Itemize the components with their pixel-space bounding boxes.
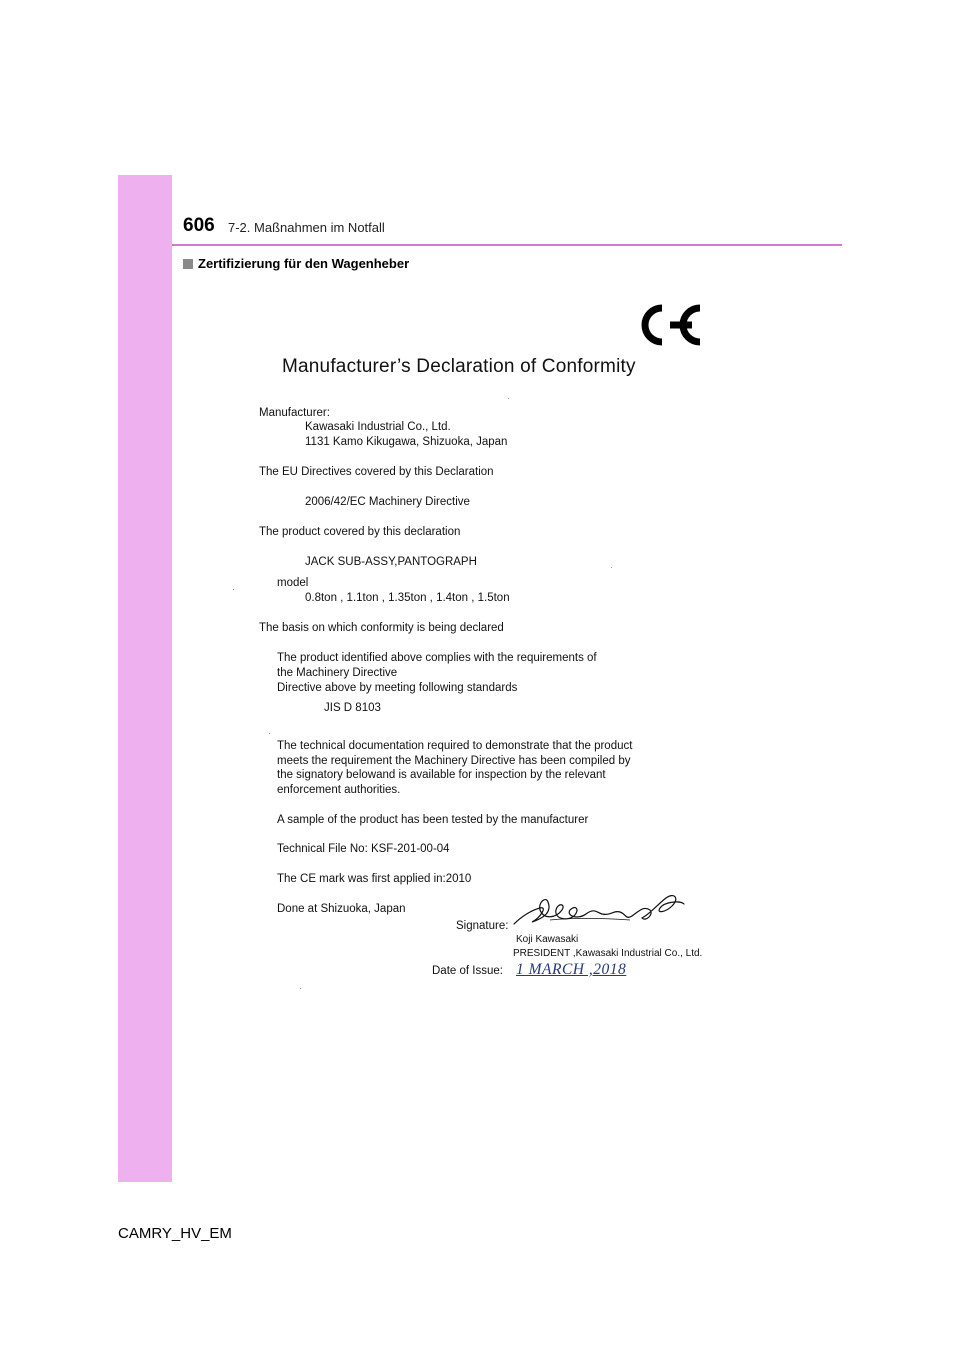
section-heading [183,256,409,271]
documentation-line: the signatory belowand is available for inspection by the relevant [277,769,606,781]
date-of-issue-value: 1 MARCH ,2018 [516,961,627,978]
model-label: model [277,577,309,589]
product-label: The product covered by this declaration [259,526,461,538]
signature-image [510,888,686,938]
section-heading-text: Zertifizierung für den Wagenheber [198,256,410,271]
basis-line: Directive above by meeting following standards [277,682,518,694]
manufacturer-label: Manufacturer: [259,407,330,419]
sample-tested-text: A sample of the product has been tested by the manufacturer [277,814,589,826]
scan-speck [300,988,301,989]
scan-speck [508,398,509,399]
directives-label: The EU Directives covered by this Declaration [259,466,494,478]
standard-name: JIS D 8103 [324,702,381,714]
scan-speck [233,589,234,590]
product-name: JACK SUB-ASSY,PANTOGRAPH [305,556,477,568]
model-list: 0.8ton , 1.1ton , 1.35ton , 1.4ton , 1.5ton [305,592,510,604]
documentation-line: enforcement authorities. [277,784,401,796]
ce-first-applied: The CE mark was first applied in:2010 [277,873,472,885]
header-divider [172,244,842,246]
documentation-line: The technical documentation required to demonstrate that the product [277,740,633,752]
date-of-issue-label: Date of Issue: [432,965,503,977]
documentation-line: meets the requirement the Machinery Directive has been compiled by [277,755,631,767]
chapter-title: 7-2. Maßnahmen im Notfall [228,220,385,235]
basis-line: the Machinery Directive [277,667,398,679]
ce-mark-icon [628,302,704,348]
directive-name: 2006/42/EC Machinery Directive [305,496,470,508]
square-bullet-icon [183,259,193,269]
footer-document-code: CAMRY_HV_EM [118,1225,232,1242]
basis-line: The product identified above complies with the requirements of [277,652,597,664]
scan-speck [611,567,612,568]
declaration-title: Manufacturer’s Declaration of Conformity [282,356,636,377]
signatory-title: PRESIDENT ,Kawasaki Industrial Co., Ltd. [513,948,703,959]
sidebar-accent-bar [118,175,172,1182]
manufacturer-address: 1131 Kamo Kikugawa, Shizuoka, Japan [305,436,508,448]
done-at: Done at Shizuoka, Japan [277,903,406,915]
signatory-name: Koji Kawasaki [516,934,579,945]
basis-label: The basis on which conformity is being declared [259,622,504,634]
page-number: 606 [183,215,215,236]
technical-file-number: Technical File No: KSF-201-00-04 [277,843,450,855]
scan-speck [269,733,270,734]
manufacturer-name: Kawasaki Industrial Co., Ltd. [305,421,451,433]
signature-label: Signature: [456,920,509,932]
